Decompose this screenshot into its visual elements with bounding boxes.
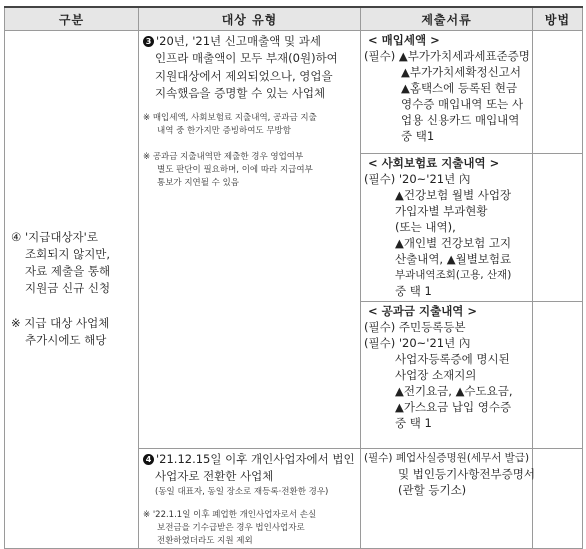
method-cell	[533, 154, 583, 302]
docs-line: 사업자등록증에 명시된	[395, 352, 510, 366]
category-note-line: 추가시에도 해당	[25, 333, 107, 348]
note-line: 전환하였더라도 지원 제외	[157, 535, 253, 546]
header-target-type: 대상 유형	[139, 7, 361, 31]
docs-line: 및 법인등기사항전부증명서	[398, 467, 535, 481]
docs-purchase-tax	[361, 31, 533, 154]
type3-note-2	[143, 151, 356, 190]
docs-line: (관할 등기소)	[398, 483, 467, 497]
type3-main-line: 인프라 매출액이 모두 부재(0원)하여	[155, 51, 338, 66]
docs-line: (필수) '20~'21년 內	[364, 336, 471, 350]
table-row	[5, 31, 583, 154]
docs-heading: < 매입세액 >	[368, 33, 440, 47]
type4-cell	[139, 449, 361, 549]
method-cell	[533, 449, 583, 549]
type3-note-1	[143, 112, 356, 138]
docs-line: ▲개인별 건강보험 고지	[395, 236, 512, 250]
docs-line: (필수) 폐업사실증명원(세무서 발급)	[364, 452, 530, 464]
type4-note	[143, 509, 356, 548]
docs-line: 영수증 매입내역 또는 사	[401, 97, 524, 111]
method-cell	[533, 302, 583, 449]
category-line: ④ '지급대상자'로	[11, 230, 98, 245]
circled-number-3: 3	[143, 36, 154, 47]
docs-line: (필수) ▲부가가치세과세표준증명	[364, 49, 530, 63]
circled-number-4: 4	[143, 454, 154, 465]
docs-corporate-conversion	[361, 449, 533, 549]
type4-sub: (동일 대표자, 동일 장소로 재등록·전환한 경우)	[155, 486, 329, 497]
docs-line: (또는 내역),	[395, 220, 456, 234]
note-line: 보전금을 기수급받은 경우 법인사업자로	[157, 522, 305, 533]
category-cell	[5, 31, 139, 549]
docs-line: 부과내역조회(고용, 산재)	[395, 269, 512, 281]
docs-line: (필수) '20~'21년 內	[364, 172, 471, 186]
note-line: 내역 중 한가지만 증빙하여도 무방함	[157, 126, 291, 137]
category-line: 조회되지 않지만,	[25, 247, 111, 262]
docs-line: 사업장 소재지의	[395, 368, 477, 382]
docs-line: (필수) 주민등록등본	[364, 320, 466, 334]
note-line: 통보가 지연될 수 있음	[157, 178, 240, 189]
category-note-line: ※ 지급 대상 사업체	[11, 316, 110, 331]
type3-main-line: '20년, '21년 신고매출액 및 과세	[156, 34, 321, 48]
note-line: 별도 판단이 필요하며, 이에 따라 지급여부	[157, 165, 313, 176]
docs-line: 중 택1	[401, 129, 435, 143]
docs-line: 중 택 1	[395, 416, 432, 430]
docs-heading: < 공과금 지출내역 >	[368, 304, 478, 318]
type3-main-line: 지속했음을 증명할 수 있는 사업체	[155, 85, 326, 100]
note-line: ※ 공과금 지출내역만 제출한 경우 영업여부	[143, 152, 304, 163]
header-row	[5, 7, 583, 31]
docs-line: ▲홈택스에 등록된 현금	[401, 81, 518, 95]
header-category: 구분	[5, 7, 139, 31]
note-line: ※ '22.1.1일 이후 폐업한 개인사업자로서 손실	[143, 509, 317, 520]
header-method: 방법	[533, 7, 583, 31]
method-cell	[533, 31, 583, 154]
docs-line: 중 택 1	[395, 284, 432, 298]
docs-line: ▲부가가치세확정신고서	[401, 65, 521, 79]
header-documents: 제출서류	[361, 7, 533, 31]
docs-line: ▲전기요금, ▲수도요금,	[395, 384, 513, 398]
docs-utility-bills	[361, 302, 533, 449]
docs-line: 산출내역, ▲월별보험료	[395, 252, 512, 266]
docs-heading: < 사회보험료 지출내역 >	[368, 156, 500, 170]
type4-main-line: '21.12.15일 이후 개인사업자에서 법인	[156, 452, 355, 466]
docs-social-insurance	[361, 154, 533, 302]
type4-main-line: 사업자로 전환한 사업체	[155, 469, 274, 484]
category-line: 지원금 신규 신청	[25, 281, 111, 296]
docs-line: 가입자별 부과현황	[395, 204, 488, 218]
type3-main-line: 지원대상에서 제외되었으나, 영업을	[155, 68, 333, 83]
application-table	[4, 6, 583, 549]
category-line: 자료 제출을 통해	[25, 264, 111, 279]
note-line: ※ 매입세액, 사회보험료 지출내역, 공과금 지출	[143, 113, 317, 124]
docs-line: 업용 신용카드 매입내역	[401, 113, 520, 127]
docs-line: ▲건강보험 월별 사업장	[395, 188, 512, 202]
docs-line: ▲가스요금 납입 영수증	[395, 400, 512, 414]
type3-cell	[139, 31, 361, 449]
